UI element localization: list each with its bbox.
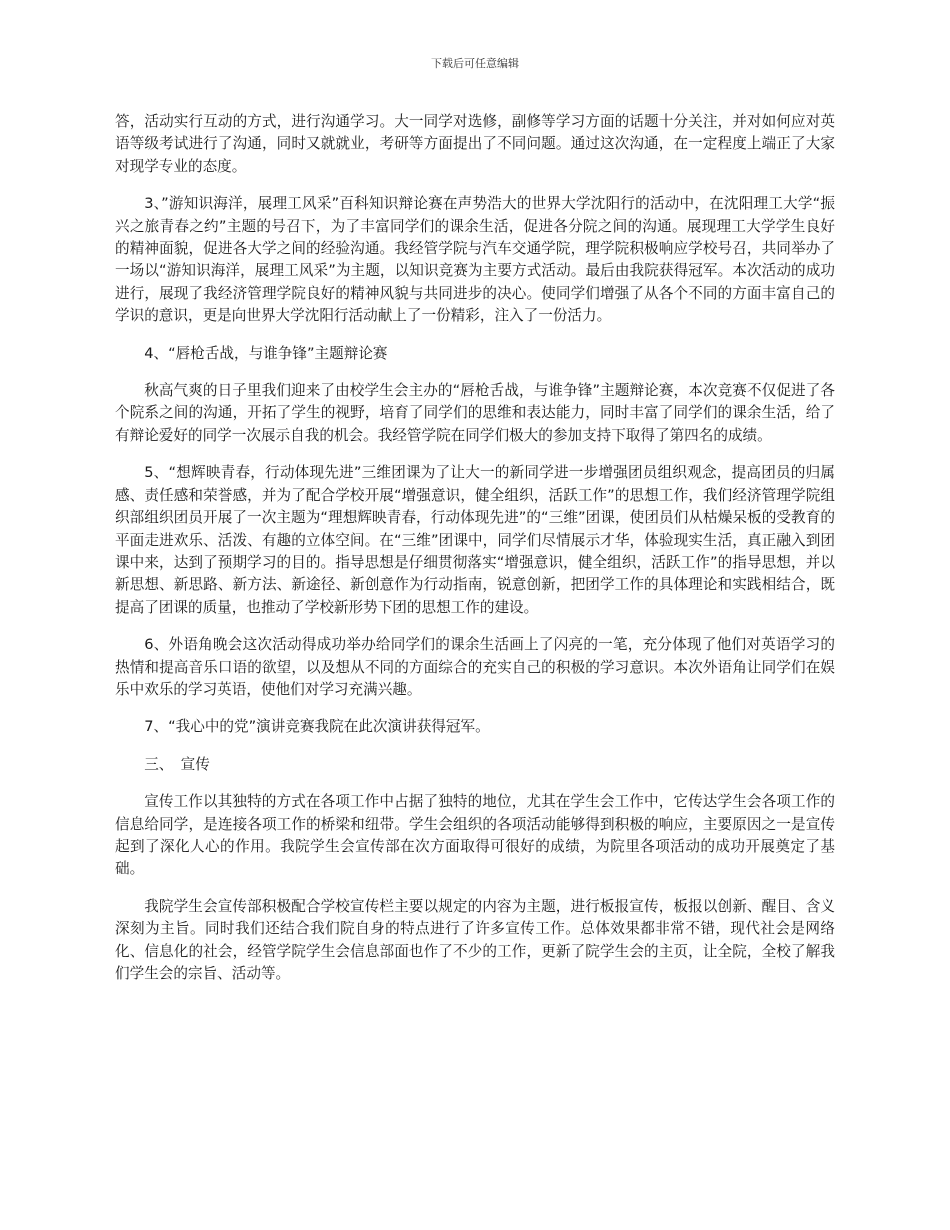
document-body [115,111,835,1000]
paragraph-item-4-body: 秋高气爽的日子里我们迎来了由校学生会主办的“唇枪舌战，与谁争锋”主题辩论赛，本次竞赛不仅促进了各个院系之间的沟通，开拓了学生的视野，培育了同学们的思维和表达能力，同时丰富了同学们的课余生活，给了有辩论爱好的同学一次展示自我的机会。我经管学院在同学们极大的参加支持下取得了第四名的成绩。 [115,382,835,444]
paragraph-item-7: 7、“我心中的党”演讲竞赛我院在此次演讲获得冠军。 [144,718,490,736]
paragraph-publicity-1: 宣传工作以其独特的方式在各项工作中占据了独特的地位，尤其在学生会工作中，它传达学生会各项工作的信息给同学，是连接各项工作的桥梁和纽带。学生会组织的各项活动能够得到积极的响应，主要原因之一是宣传起到了深化人心的作用。我院学生会宣传部在次方面取得可很好的成绩，为院里各项活动的成功开展奠定了基础。 [115,793,835,878]
section-heading-publicity: 三、 宣传 [144,755,210,773]
paragraph-item-6: 6、外语角晚会这次活动得成功举办给同学们的课余生活画上了闪亮的一笔，充分体现了他们对英语学习的热情和提高音乐口语的欲望，以及想从不同的方面综合的充实自己的积极的学习意识。本次外语角让同学们在娱乐中欢乐的学习英语，使他们对学习充满兴趣。 [115,636,835,698]
paragraph-intro-continuation: 答，活动实行互动的方式，进行沟通学习。大一同学对选修，副修等学习方面的话题十分关注，并对如何应对英语等级考试进行了沟通，同时又就就业，考研等方面提出了不同问题。通过这次沟通，在一定程度上端正了大家对现学专业的态度。 [115,113,835,175]
page-header-note: 下载后可任意编辑 [431,57,519,70]
heading-item-4: 4、“唇枪舌战，与谁争锋”主题辩论赛 [144,344,388,362]
paragraph-item-3: 3、”游知识海洋，展理工风采”百科知识辩论赛在声势浩大的世界大学沈阳行的活动中，在沈阳理工大学“振兴之旅青春之约”主题的号召下，为了丰富同学们的课余生活，促进各分院之间的沟通。展现理工大学学生良好的精神面貌，促进各大学之间的经验沟通。我经管学院与汽车交通学院，理学院积极响应学校号召，共同举办了一场以“游知识海洋，展理工风采”为主题，以知识竞赛为主要方式活动。最后由我院获得冠军。本次活动的成功进行，展现了我经济管理学院良好的精神风貌与共同进步的决心。使同学们增强了从各个不同的方面丰富自己的学识的意识，更是向世界大学沈阳行活动献上了一份精彩，注入了一份活力。 [115,195,835,325]
paragraph-item-5: 5、“想辉映青春，行动体现先进”三维团课为了让大一的新同学进一步增强团员组织观念，提高团员的归属感、责任感和荣誉感，并为了配合学校开展“增强意识，健全组织，活跃工作”的思想工作，我们经济管理学院组织部组织团员开展了一次主题为“理想辉映青春，行动体现先进”的“三维”团课，使团员们从枯燥呆板的受教育的平面走进欢乐、活泼、有趣的立体空间。在“三维”团课中，同学们尽情展示才华，体验现实生活，真正融入到团课中来，达到了预期学习的目的。指导思想是仔细贯彻落实“增强意识，健全组织，活跃工作”的指导思想，并以新思想、新思路、新方法、新途径、新创意作为行动指南，锐意创新，把团学工作的具体理论和实践相结合，既提高了团课的质量，也推动了学校新形势下团的思想工作的建设。 [115,464,835,616]
paragraph-publicity-2: 我院学生会宣传部积极配合学校宣传栏主要以规定的内容为主题，进行板报宣传，板报以创新、醒目、含义深刻为主旨。同时我们还结合我们院自身的特点进行了许多宣传工作。总体效果都非常不错，现代社会是网络化、信息化的社会，经管学院学生会信息部面也作了不少的工作，更新了院学生会的主页，让全院，全校了解我们学生会的宗旨、活动等。 [115,897,835,982]
